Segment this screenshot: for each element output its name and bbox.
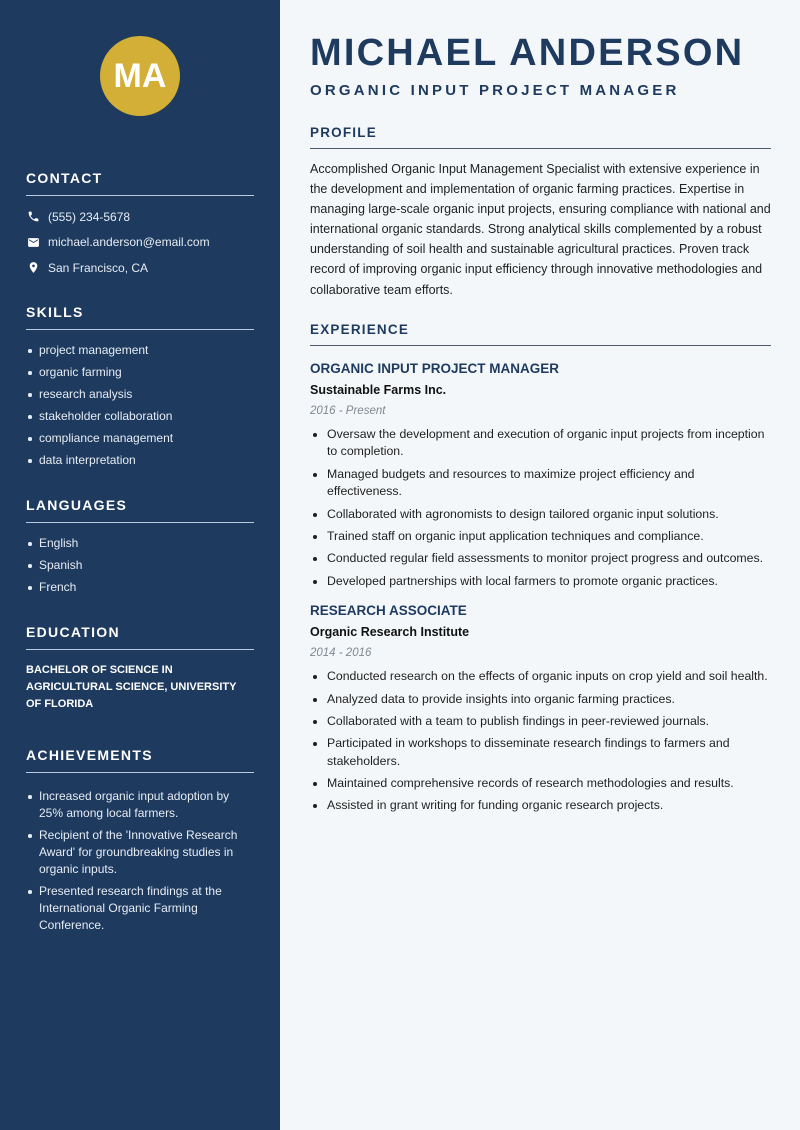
- job-bullet: Assisted in grant writing for funding organic research projects.: [310, 797, 771, 815]
- location-text: San Francisco, CA: [48, 260, 149, 275]
- job-bullet: Maintained comprehensive records of research methodologies and results.: [310, 775, 771, 793]
- contact-phone[interactable]: [26, 208, 254, 225]
- skills-heading: SKILLS: [26, 304, 254, 330]
- candidate-title: ORGANIC INPUT PROJECT MANAGER: [310, 82, 680, 99]
- education-degree: BACHELOR OF SCIENCE IN AGRICULTURAL SCIENCE, UNIVERSITY OF FLORIDA: [26, 664, 237, 710]
- job-dates: 2014 - 2016: [310, 647, 372, 660]
- avatar: MA: [100, 36, 180, 116]
- main-content: [280, 0, 800, 1130]
- job-company: Organic Research Institute: [310, 625, 470, 640]
- profile-heading: PROFILE: [310, 125, 771, 149]
- education-heading: EDUCATION: [26, 624, 254, 650]
- contact-heading: CONTACT: [26, 170, 254, 196]
- achievement-item: Recipient of the 'Innovative Research Award' for groundbreaking studies in organic inputs.: [26, 827, 254, 878]
- education-section: [26, 624, 254, 713]
- job-bullet: Collaborated with a team to publish findings in peer-reviewed journals.: [310, 713, 771, 731]
- job-bullet: Collaborated with agronomists to design tailored organic input solutions.: [310, 506, 771, 524]
- language-item: English: [26, 535, 254, 552]
- profile-text: Accomplished Organic Input Management Specialist with extensive experience in the development and implementation of organic farming practices. Expertise in managing large-scale organic input projects, ensuring compliance with national and international organic standards. Strong analytical skills complemented by a robust understanding of soil health and sustainable agricultural practices. Proven track record of improving organic input efficiency through innovative methodologies and collaborative team efforts.: [310, 162, 771, 297]
- profile-section: [310, 125, 771, 300]
- achievement-item: Presented research findings at the International Organic Farming Conference.: [26, 883, 254, 934]
- skill-item: stakeholder collaboration: [26, 408, 254, 425]
- skill-item: compliance management: [26, 430, 254, 447]
- languages-list: [26, 535, 254, 596]
- skills-list: [26, 342, 254, 469]
- phone-text: (555) 234-5678: [48, 209, 131, 224]
- achievements-list: [26, 788, 254, 934]
- skill-item: project management: [26, 342, 254, 359]
- language-item: French: [26, 579, 254, 596]
- job-bullets: [310, 426, 771, 591]
- achievements-heading: ACHIEVEMENTS: [26, 747, 254, 773]
- job-bullet: Oversaw the development and execution of organic input projects from inception to completion.: [310, 426, 771, 461]
- job-title: ORGANIC INPUT PROJECT MANAGER: [310, 360, 560, 376]
- job-title: RESEARCH ASSOCIATE: [310, 603, 467, 619]
- skill-item: organic farming: [26, 364, 254, 381]
- job-company: Sustainable Farms Inc.: [310, 382, 447, 397]
- achievements-section: [26, 747, 254, 934]
- contact-section: [26, 170, 254, 276]
- contact-location: [26, 259, 254, 276]
- job-dates: 2016 - Present: [310, 404, 386, 417]
- job-bullet: Managed budgets and resources to maximize project efficiency and effectiveness.: [310, 466, 771, 501]
- mail-icon: [26, 235, 40, 249]
- languages-section: [26, 497, 254, 596]
- skills-section: [26, 304, 254, 469]
- email-text: michael.anderson@email.com: [48, 235, 210, 249]
- job-bullets: [310, 668, 771, 815]
- job-bullet: Developed partnerships with local farmers to promote organic practices.: [310, 573, 771, 591]
- job-bullet: Conducted research on the effects of organic inputs on crop yield and soil health.: [310, 668, 771, 686]
- location-pin-icon: [26, 261, 40, 275]
- experience-section: [310, 322, 771, 815]
- job-entry: [310, 360, 771, 591]
- avatar-container: [26, 36, 254, 116]
- contact-email[interactable]: [26, 234, 254, 251]
- languages-heading: LANGUAGES: [26, 497, 254, 523]
- job-bullet: Conducted regular field assessments to monitor project progress and outcomes.: [310, 550, 771, 568]
- skill-item: data interpretation: [26, 452, 254, 469]
- phone-icon: [26, 210, 40, 224]
- achievement-item: Increased organic input adoption by 25% among local farmers.: [26, 788, 254, 822]
- skill-item: research analysis: [26, 386, 254, 403]
- candidate-name: MICHAEL ANDERSON: [310, 32, 745, 74]
- job-bullet: Participated in workshops to disseminate research findings to farmers and stakeholders.: [310, 735, 771, 770]
- job-bullet: Trained staff on organic input application techniques and compliance.: [310, 528, 771, 546]
- experience-heading: EXPERIENCE: [310, 322, 771, 346]
- language-item: Spanish: [26, 557, 254, 574]
- job-entry: [310, 602, 771, 815]
- sidebar: [0, 0, 280, 1130]
- job-bullet: Analyzed data to provide insights into organic farming practices.: [310, 691, 771, 709]
